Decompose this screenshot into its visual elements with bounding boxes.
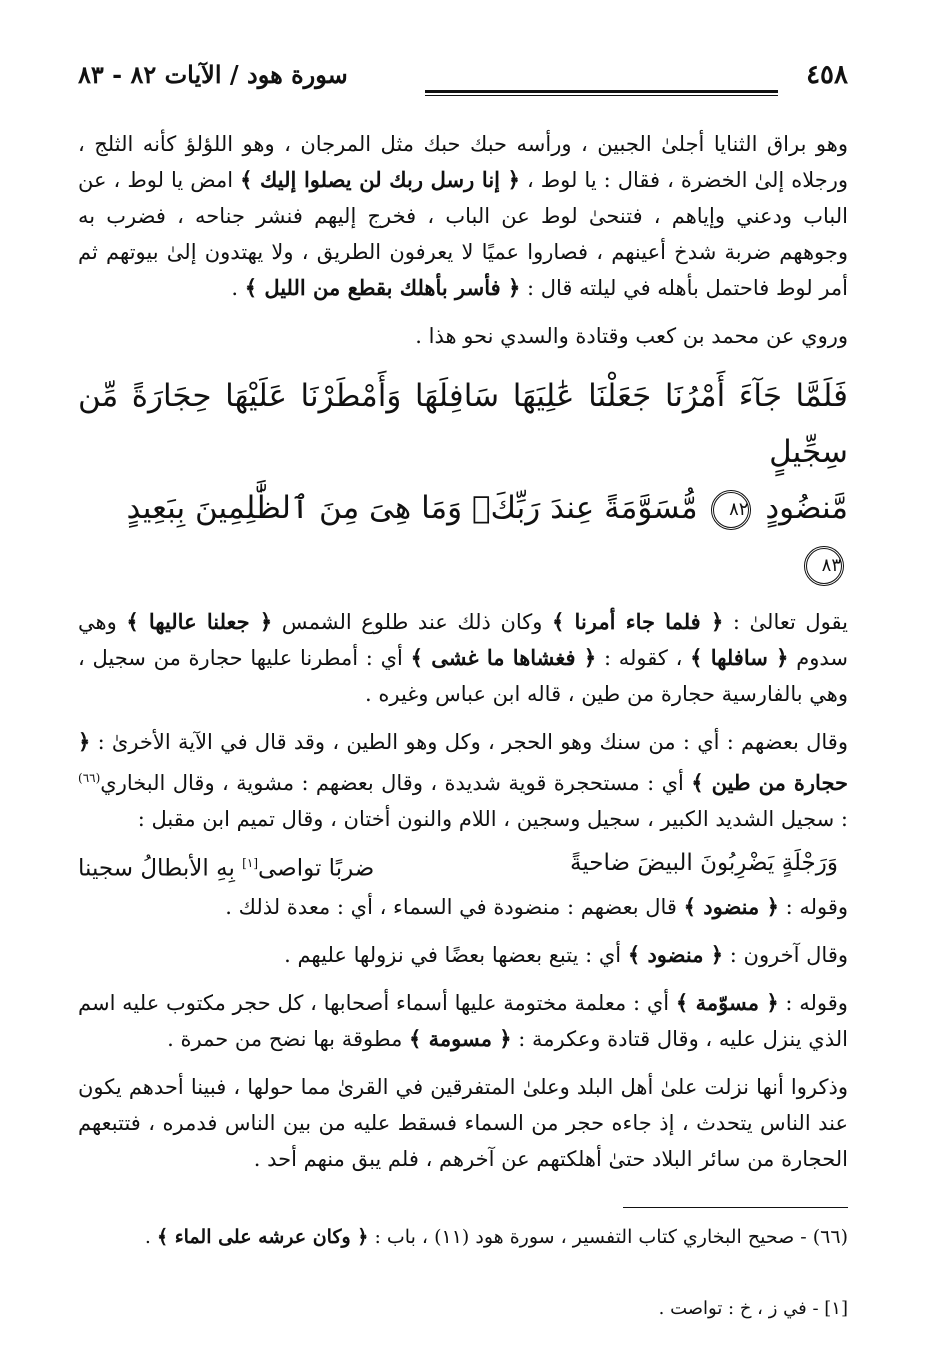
quran-verse-block bbox=[78, 368, 848, 592]
quran-quote: ﴿ مسومة ﴾ bbox=[409, 1025, 512, 1051]
text: وقال آخرون : bbox=[729, 942, 848, 967]
paragraph-4 bbox=[78, 724, 848, 837]
text: أي : معلمة مختومة عليها أسماء أصحابها ، كل حجر مكتوب bbox=[166, 990, 670, 1015]
quran-quote: ﴿ حجارة من طين ﴾ bbox=[78, 729, 848, 795]
header-rule bbox=[425, 90, 778, 96]
page bbox=[78, 60, 848, 1319]
text: وجوههم ضربة شدخ أعينهم ، فصاروا عميًا لا يعرفون الطريق ، ولا يهتدون إلىٰ بيوتهم ثم bbox=[78, 240, 848, 264]
quran-quote: ﴿ فأسر بأهلك بقطع من الليل ﴾ bbox=[244, 275, 521, 300]
quran-quote: ﴿ فغشاها ما غشى ﴾ bbox=[410, 645, 597, 670]
text: بِهِ الأبطالُ سجينا bbox=[78, 855, 235, 882]
verse-line-2 bbox=[78, 480, 848, 592]
text: ابن مقبل : bbox=[137, 807, 230, 831]
footnote-separator bbox=[623, 1207, 848, 1208]
text: وقال البخاري bbox=[100, 771, 215, 795]
paragraph-5 bbox=[78, 889, 848, 925]
quran-quote: ﴿ سافلها ﴾ bbox=[690, 645, 789, 670]
ayah-number-mark: ٨٢ bbox=[711, 490, 751, 530]
text: وقوله : bbox=[785, 894, 848, 919]
running-head: سورة هود / الآيات ٨٢ - ٨٣ bbox=[78, 60, 348, 89]
text: الحجارة من سائر البلاد حتىٰ أهلكتهم عن آخرهم ، فلم يبق منهم أحد . bbox=[253, 1146, 848, 1171]
text: أي : مستحجرة قوية شديدة ، وقال بعضهم : مشوية ، bbox=[221, 771, 684, 795]
text: ، كقوله : bbox=[603, 646, 683, 670]
ayah-number-mark: ٨٣ bbox=[804, 546, 844, 586]
verse-text: مُّسَوَّمَةً عِندَ رَبِّكَۖ وَمَا هِىَ مِنَ ٱلظَّٰلِمِينَ بِبَعِيدٍ bbox=[126, 490, 698, 526]
quran-quote: ﴿ جعلنا عاليها ﴾ bbox=[126, 609, 273, 634]
text: . bbox=[231, 276, 239, 300]
footnote-ref: (٦٦) bbox=[78, 771, 101, 785]
text: وذكروا أنها نزلت علىٰ أهل البلد وعلىٰ المتفرقين في القرىٰ مما حولها ، فبينا أحدهم يكون bbox=[78, 1074, 848, 1099]
page-number: ٤٥٨ bbox=[806, 60, 848, 90]
text: امض يا لوط ، bbox=[113, 168, 234, 192]
paragraph-2: وروي عن محمد بن كعب وقتادة والسدي نحو هذا . bbox=[415, 324, 848, 348]
verse-text: مَّنضُودٍ bbox=[765, 490, 848, 526]
text: قال بعضهم : منضودة في السماء ، أي : معدة لذلك . bbox=[225, 894, 677, 919]
text: أمر لوط فاحتمل بأهله في ليلته قال : bbox=[527, 276, 848, 300]
text: وقوله : bbox=[785, 990, 848, 1015]
text: أي : يتبع بعضها بعضًا في نزولها عليهم . bbox=[284, 942, 622, 967]
text: مطوقة بها نضح من حمرة . bbox=[167, 1026, 403, 1051]
paragraph-7 bbox=[78, 985, 848, 1057]
hemistich-1: وَرَجْلَةٍ يَضْرِبُونَ البيضَ ضاحيةً bbox=[569, 850, 838, 876]
text: وهي سدوم bbox=[78, 610, 848, 670]
paragraph-6 bbox=[78, 937, 848, 973]
text: ضربًا تواصى bbox=[258, 855, 375, 882]
text: سجيل ، وهي بالفارسية حجارة من طين ، قاله ابن عباس وغيره . bbox=[78, 646, 848, 706]
variant-ref: [١] bbox=[242, 856, 258, 870]
verse-line-1: فَلَمَّا جَآءَ أَمْرُنَا جَعَلْنَا عَٰلِيَهَا سَافِلَهَا وَأَمْطَرْنَا عَلَيْهَا حِجَارَةً مِّن سِجِّيلٍ bbox=[78, 378, 848, 470]
text: ورجلاه إلىٰ الخضرة ، فقال : يا لوط ، bbox=[526, 168, 848, 192]
text: . bbox=[144, 1225, 151, 1248]
text: يقول تعالىٰ : bbox=[732, 610, 848, 634]
text: الأخرىٰ : bbox=[97, 730, 171, 754]
text: وقال بعضهم : أي : من سنك وهو الحجر ، وكل وهو الطين ، وقد قال في الآية bbox=[177, 730, 848, 754]
paragraph-8 bbox=[78, 1069, 848, 1177]
paragraph-1 bbox=[78, 126, 848, 306]
text: : سجيل الشديد الكبير ، سجيل وسجين ، اللام والنون أختان ، وقال تميم bbox=[236, 807, 848, 831]
text: عند الناس يتحدث ، إذ جاءه حجر من السماء فسقط عليه من بين الناس فدمره ، فتتبعهم bbox=[78, 1110, 848, 1135]
footnote-66 bbox=[78, 1220, 848, 1254]
variant-note: [١] - في ز ، خ : تواصت . bbox=[658, 1297, 848, 1319]
quran-quote: ﴿ وكان عرشه على الماء ﴾ bbox=[156, 1225, 369, 1248]
text: (٦٦) - صحيح البخاري كتاب التفسير ، سورة هود (١١) ، باب : bbox=[374, 1225, 848, 1248]
quran-quote: ﴿ مسوّمة ﴾ bbox=[675, 989, 779, 1015]
quran-quote: ﴿ منضود ﴾ bbox=[683, 893, 779, 919]
text: عن الباب ودعني وإياهم ، فتنحىٰ لوط عن الباب ، فخرج إليهم فنشر جناحه ، فضرب به bbox=[78, 168, 848, 228]
text: عليه اسم الذي ينزل عليه ، وقال قتادة وعكرمة : bbox=[78, 990, 848, 1051]
text: وهو براق الثنايا أجلىٰ الجبين ، ورأسه حبك حبك مثل المرجان ، وهو اللؤلؤ كأنه الثلج ، bbox=[78, 132, 848, 156]
hemistich-2 bbox=[78, 843, 374, 889]
text: أي : أمطرنا عليها حجارة من bbox=[153, 646, 403, 670]
quran-quote: ﴿ إنا رسل ربك لن يصلوا إليك ﴾ bbox=[240, 167, 520, 192]
paragraph-3 bbox=[78, 604, 848, 712]
quran-quote: ﴿ منضود ﴾ bbox=[627, 941, 724, 967]
quran-quote: ﴿ فلما جاء أمرنا ﴾ bbox=[552, 609, 724, 634]
page-header bbox=[78, 60, 848, 102]
poetry-verse bbox=[78, 843, 848, 889]
text: وكان ذلك عند طلوع الشمس bbox=[281, 610, 543, 634]
